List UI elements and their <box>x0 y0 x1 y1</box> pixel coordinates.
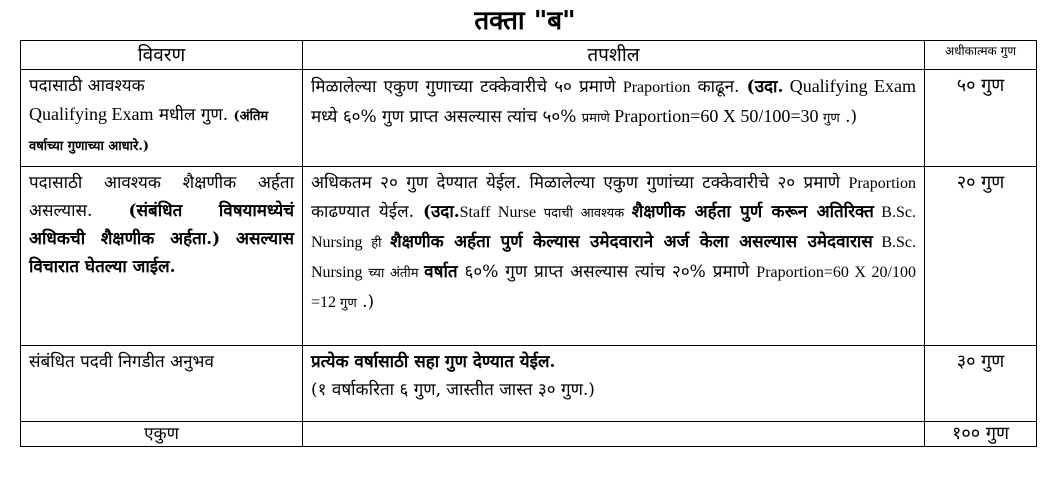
header-row <box>21 41 1037 70</box>
marks-table <box>20 40 1037 447</box>
row1-score: ५० गुण <box>925 70 1037 167</box>
table-row <box>21 167 1037 346</box>
row3-score: ३० गुण <box>925 346 1037 422</box>
table-row <box>21 346 1037 422</box>
row2-description: पदासाठी आवश्यक शैक्षणीक अर्हता असल्यास. (संबंधित विषयामध्येचं अधिकची शैक्षणीक अर्हता.) असल्यास विचारात घेतल्या जाईल. <box>21 167 303 346</box>
table-row <box>21 70 1037 167</box>
header-description: विवरण <box>21 41 303 70</box>
row1-details: मिळालेल्या एकुण गुणाच्या टक्केवारीचे ५० प्रमाणे Praportion काढून. (उदा. Qualifying Exam मध्ये ६०% गुण प्राप्त असल्यास त्यांच ५०% प्रमाणे Praportion=60 X 50/100=30 गुण .) <box>303 70 925 167</box>
header-max-marks: अधीकात्मक गुण <box>925 41 1037 70</box>
row3-details: प्रत्येक वर्षासाठी सहा गुण देण्यात येईल. (१ वर्षाकरिता ६ गुण, जास्तीत जास्त ३० गुण.) <box>303 346 925 422</box>
total-score: १०० गुण <box>925 422 1037 447</box>
table-title: तक्ता "ब" <box>474 6 576 36</box>
row1-description: पदासाठी आवश्यक Qualifying Exam मधील गुण. (अंतिम वर्षाच्या गुणाच्या आधारे.) <box>21 70 303 167</box>
row3-description: संबंधित पदवी निगडीत अनुभव <box>21 346 303 422</box>
total-label: एकुण <box>21 422 303 447</box>
row2-details: अधिकतम २० गुण देण्यात येईल. मिळालेल्या एकुण गुणांच्या टक्केवारीचे २० प्रमाणे Praportion काढण्यात येईल. (उदा.Staff Nurse पदाची आवश्यक शैक्षणीक अर्हता पुर्ण करून अतिरिक्त B.Sc. Nursing ही शैक्षणीक अर्हता पुर्ण केल्यास उमेदवाराने अर्ज केला असल्यास उमेदवारास B.Sc. Nursing च्या अंतीम वर्षात ६०% गुण प्राप्त असल्यास त्यांच २०% प्रमाणे Praportion=60 X 20/100 =12 गुण .) <box>303 167 925 346</box>
header-details: तपशील <box>303 41 925 70</box>
row2-score: २० गुण <box>925 167 1037 346</box>
total-empty-cell <box>303 422 925 447</box>
total-row <box>21 422 1037 447</box>
